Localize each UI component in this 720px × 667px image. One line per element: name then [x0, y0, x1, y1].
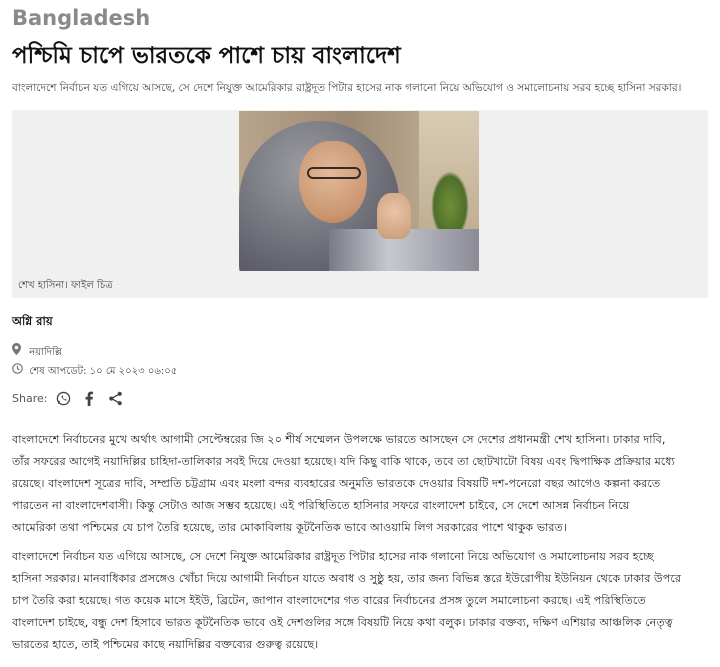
paragraph-line: বাংলাদেশ চাইছে, বন্ধু দেশ হিসাবে ভারত কূটনৈতিক ভাবে ওই দেশগুলির সঙ্গে বিষয়টি নিয়ে কথা বলুক। ঢাকার বক্তব্য, দক্ষিণ এশিয়ার আঞ্চলিক নেতৃত্ব: [12, 616, 673, 629]
last-updated: [12, 363, 177, 381]
section-link[interactable]: Bangladesh: [12, 6, 151, 30]
paragraph-line: বাংলাদেশে নির্বাচন যত এগিয়ে আসছে, সে দেশে নিযুক্ত আমেরিকার রাষ্ট্রদূত পিটার হাসের নাক গলানো নিয়ে অভিযোগ ও সমালোচনায় সরব হচ্ছে: [12, 550, 654, 563]
paragraph-line: ভারতের হাতে, তাই পশ্চিমের কাছে নয়াদিল্লির বক্তব্যের গুরুত্ব রয়েছে।: [12, 638, 319, 651]
location-text: নয়াদিল্লি: [29, 347, 63, 358]
location-pin-icon: [12, 343, 26, 358]
share-label: Share:: [12, 391, 48, 405]
paragraph-line: পারতেন না বাংলাদেশবাসী। কিন্তু সেটাও আজ সম্ভব হয়েছে। এই পরিস্থিতিতে হাসিনার সফরে বাংলাদেশ চাইবে, সে দেশে আসন্ন নির্বাচন নিয়ে: [12, 499, 630, 512]
headline: পশ্চিমি চাপে ভারতকে পাশে চায় বাংলাদেশ: [12, 43, 401, 69]
paragraph-line: বাংলাদেশে নির্বাচনের মুখে অর্থাৎ আগামী সেপ্টেম্বরের জি ২০ শীর্ষ সম্মেলন উপলক্ষে ভারতে আসছেন সে দেশের প্রধানমন্ত্রী শেখ হাসিনা। ঢাকার দাবি,: [12, 433, 666, 446]
paragraph-line: তাঁর সফরের আগেই নয়াদিল্লির চাহিদা-তালিকার সবই দিয়ে দেওয়া হয়েছে। যদি কিছু বাকি থাকে, তবে তা ছোটখাটো বিষয় এবং দ্বিপাক্ষিক প্রক্রিয়ার মধ্যে: [12, 455, 675, 468]
share-icon[interactable]: [105, 388, 125, 408]
paragraph-line: আমেরিকা তথা পশ্চিমের যে চাপ তৈরি হয়েছে, তার মোকাবিলায় কূটনৈতিক ভাবে আওয়ামি লিগ সরকারের পাশে থাকুক ভারত।: [12, 521, 567, 534]
updated-text: শেষ আপডেট: ১০ মে ২০২৩ ০৬:০৫: [29, 366, 178, 377]
clock-icon: [12, 363, 26, 377]
body-paragraph: [12, 546, 708, 656]
facebook-icon[interactable]: [79, 388, 99, 408]
paragraph-line: হাসিনা সরকার। মানবাধিকার প্রসঙ্গেও খোঁচা দিয়ে আগামী নির্বাচন যাতে অবাধ ও সুষ্ঠু হয়, তার জন্য বিভিন্ন স্তরে ইউরোপীয় ইউনিয়ন থেকে ঢাকার উপরে: [12, 572, 682, 585]
lead-photo[interactable]: [239, 111, 479, 271]
paragraph-line: চাপ তৈরি করা হয়েছে। গত কয়েক মাসে ইইউ, ব্রিটেন, জাপান বাংলাদেশের গত বারের নির্বাচনের প্রসঙ্গ তুলে সমালোচনা করছে। এই পরিস্থিতিতে: [12, 594, 646, 607]
whatsapp-icon[interactable]: [53, 388, 73, 408]
lead-figure: [12, 110, 708, 298]
paragraph-line: রয়েছে। বাংলাদেশ সূত্রের দাবি, সম্প্রতি চট্টগ্রাম এবং মংলা বন্দর ব্যবহারের অনুমতি ভারতকে দেওয়ার বিষয়টি দশ-পনেরো বছর আগেও কল্পনা করতে: [12, 477, 661, 490]
body-paragraph: [12, 429, 708, 539]
photo-caption: শেখ হাসিনা। ফাইল চিত্র: [18, 280, 113, 291]
standfirst: বাংলাদেশে নির্বাচন যত এগিয়ে আসছে, সে দেশে নিযুক্ত আমেরিকার রাষ্ট্রদূত পিটার হাসের নাক গলানো নিয়ে অভিযোগ ও সমালোচনায় সরব হচ্ছে হাসিনা সরকার।: [12, 82, 682, 94]
share-bar: [12, 388, 125, 408]
author-name[interactable]: অগ্নি রায়: [12, 314, 53, 328]
dateline-location: [12, 343, 62, 362]
